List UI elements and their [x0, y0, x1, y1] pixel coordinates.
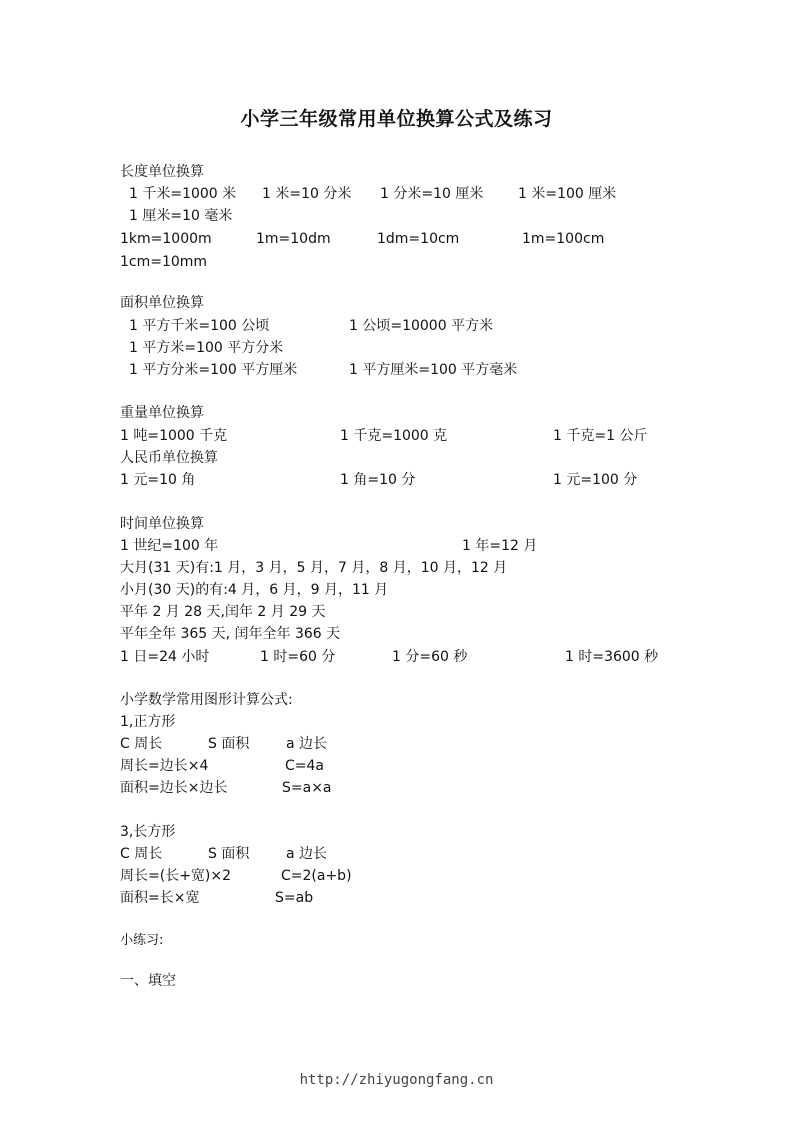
length-cn-4: 1 米=100 厘米	[518, 186, 617, 202]
length-en-5: 1cm=10mm	[120, 254, 208, 270]
time-5: 1 分=60 秒	[392, 649, 468, 665]
weight-2: 1 千克=1000 克	[340, 428, 448, 444]
area-1: 1 平方千米=100 公顷	[129, 318, 270, 334]
length-en-4: 1m=100cm	[522, 231, 605, 247]
money-3: 1 元=100 分	[553, 472, 638, 488]
square-sym-3: a 边长	[286, 736, 328, 752]
money-heading: 人民币单位换算	[120, 450, 218, 466]
area-3: 1 平方米=100 平方分米	[129, 340, 284, 356]
time-heading: 时间单位换算	[120, 516, 204, 532]
time-feb: 平年 2 月 28 天,闰年 2 月 29 天	[120, 604, 326, 620]
page-title: 小学三年级常用单位换算公式及练习	[240, 108, 553, 130]
weight-3: 1 千克=1 公斤	[553, 428, 648, 444]
time-1: 1 世纪=100 年	[120, 538, 219, 554]
rect-sym-1: C 周长	[120, 846, 163, 862]
money-1: 1 元=10 角	[120, 472, 196, 488]
length-en-3: 1dm=10cm	[377, 231, 460, 247]
square-perimeter: 周长=边长×4	[120, 758, 209, 774]
rect-perimeter: 周长=(长+宽)×2	[120, 868, 232, 884]
area-5: 1 平方厘米=100 平方毫米	[349, 362, 518, 378]
section-fill-blank: 一、填空	[120, 973, 176, 989]
rect-sym-3: a 边长	[286, 846, 328, 862]
practice-label: 小练习:	[120, 933, 164, 948]
length-en-1: 1km=1000m	[120, 231, 212, 247]
square-sym-1: C 周长	[120, 736, 163, 752]
area-4: 1 平方分米=100 平方厘米	[129, 362, 298, 378]
length-en-2: 1m=10dm	[256, 231, 331, 247]
length-heading: 长度单位换算	[120, 164, 204, 180]
square-perimeter-formula: C=4a	[285, 758, 324, 774]
square-sym-2: S 面积	[208, 736, 250, 752]
weight-1: 1 吨=1000 千克	[120, 428, 228, 444]
time-small-month: 小月(30 天)的有:4 月，6 月，9 月，11 月	[120, 582, 389, 598]
square-title: 1,正方形	[120, 714, 176, 730]
money-2: 1 角=10 分	[340, 472, 416, 488]
time-4: 1 时=60 分	[260, 649, 336, 665]
rect-title: 3,长方形	[120, 824, 176, 840]
rect-perimeter-formula: C=2(a+b)	[281, 868, 352, 884]
length-cn-3: 1 分米=10 厘米	[380, 186, 484, 202]
time-year: 平年全年 365 天, 闰年全年 366 天	[120, 626, 341, 642]
rect-area: 面积=长×宽	[120, 890, 200, 906]
rect-area-formula: S=ab	[275, 890, 314, 906]
square-area: 面积=边长×边长	[120, 780, 228, 796]
area-2: 1 公顷=10000 平方米	[349, 318, 494, 334]
footer-url[interactable]: http://zhiyugongfang.cn	[299, 1072, 494, 1088]
area-heading: 面积单位换算	[120, 295, 204, 311]
weight-heading: 重量单位换算	[120, 405, 204, 421]
time-3: 1 日=24 小时	[120, 649, 210, 665]
length-cn-1: 1 千米=1000 米	[129, 186, 237, 202]
formulas-heading: 小学数学常用图形计算公式:	[120, 692, 293, 708]
length-cn-2: 1 米=10 分米	[262, 186, 352, 202]
square-area-formula: S=a×a	[282, 780, 332, 796]
time-6: 1 时=3600 秒	[565, 649, 659, 665]
length-cn-5: 1 厘米=10 毫米	[129, 208, 233, 224]
time-big-month: 大月(31 天)有:1 月，3 月，5 月，7 月，8 月，10 月，12 月	[120, 560, 508, 576]
rect-sym-2: S 面积	[208, 846, 250, 862]
time-2: 1 年=12 月	[462, 538, 538, 554]
